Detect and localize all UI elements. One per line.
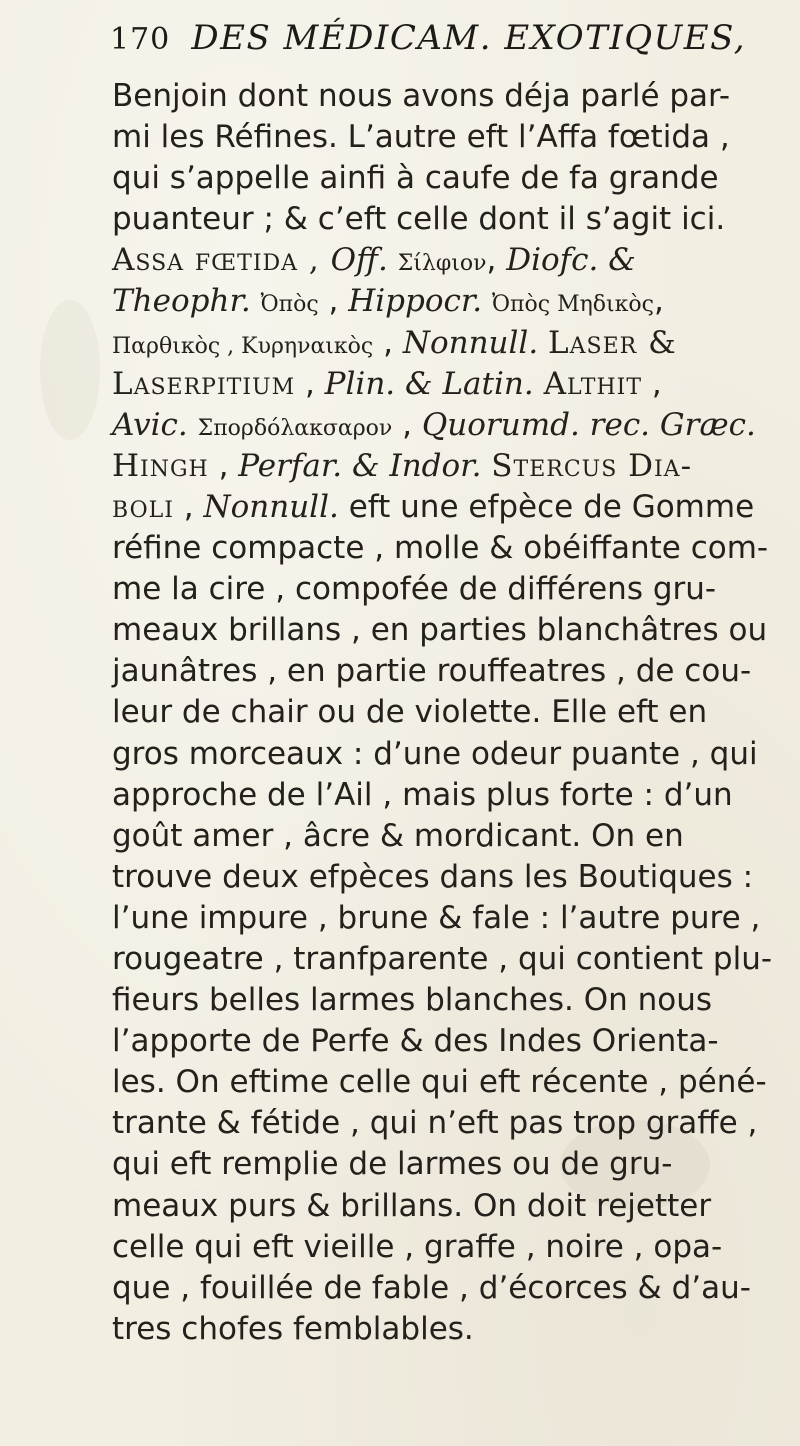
text-run: approche de l’Ail , mais plus forte : d’un: [112, 776, 733, 813]
text-run: trouve deux efpèces dans les Boutiques :: [112, 858, 754, 895]
italic-citation: Quorumd. rec. Græc.: [421, 406, 756, 443]
text-run: qui eft remplie de larmes ou de gru-: [112, 1146, 673, 1183]
text-line: [112, 1103, 792, 1144]
text-line: [112, 775, 792, 816]
text-line: [112, 158, 792, 199]
text-run: l’apporte de Perfe & des Indes Orienta-: [112, 1023, 719, 1060]
text-line: [112, 199, 792, 240]
text-run: ,: [392, 406, 422, 443]
text-run: leur de chair ou de violette. Elle eft en: [112, 694, 708, 731]
text-run: ,: [373, 324, 403, 361]
text-run: goût amer , âcre & mordicant. On en: [112, 817, 684, 854]
text-line: [112, 1186, 792, 1227]
text-run: que , fouillée de fable , d’écorces & d’au-: [112, 1269, 751, 1306]
text-line: [112, 281, 792, 322]
greek-term: Σίλφιον: [397, 251, 487, 277]
text-run: réfine compacte , molle & obéiffante com-: [112, 530, 769, 567]
italic-citation: Nonnull.: [402, 324, 549, 361]
text-run: les. On eftime celle qui eft récente , péné-: [112, 1064, 767, 1101]
page-number: 170: [110, 22, 171, 57]
text-line: [112, 939, 792, 980]
paper-stain: [40, 300, 100, 440]
small-caps-term: Stercus Dia-: [491, 447, 693, 484]
text-run: ,: [653, 283, 664, 320]
small-caps-term: Hingh: [112, 447, 209, 484]
italic-citation: Off.: [330, 242, 398, 279]
italic-citation: Plin. & Latin.: [324, 365, 544, 402]
text-run: puanteur ; & c’eft celle dont il s’agit ici.: [112, 201, 726, 238]
text-line: [112, 76, 792, 117]
text-run: celle qui eft vieille , graffe , noire , opa-: [112, 1228, 723, 1265]
text-line: [112, 323, 792, 364]
text-line: [112, 1062, 792, 1103]
body-text: [112, 76, 792, 1350]
small-caps-term: Althit: [543, 365, 643, 402]
text-run: ,: [295, 365, 325, 402]
italic-citation: Avic.: [112, 406, 198, 443]
text-line: [112, 734, 792, 775]
text-line: [112, 446, 792, 487]
text-run: trante & fétide , qui n’eft pas trop graffe ,: [112, 1105, 758, 1142]
text-line: [112, 528, 792, 569]
italic-citation: Hippocr.: [348, 283, 493, 320]
text-run: meaux brillans , en parties blanchâtres ou: [112, 612, 768, 649]
small-caps-term: Assa fœtida ,: [112, 242, 331, 279]
text-line: [112, 240, 792, 281]
text-run: Benjoin dont nous avons déja parlé par-: [112, 78, 731, 114]
text-run: me la cire , compofée de différens gru-: [112, 571, 717, 608]
italic-citation: Nonnull.: [203, 488, 339, 525]
text-run: meaux purs & brillans. On doit rejetter: [112, 1187, 712, 1224]
text-line: [112, 487, 792, 528]
text-run: gros morceaux : d’une odeur puante , qui: [112, 735, 758, 772]
greek-term: Σπορδόλακσαρον: [197, 415, 393, 441]
text-line: [112, 857, 792, 898]
text-run: l’une impure , brune & fale : l’autre pure ,: [112, 899, 761, 936]
page-header: [110, 18, 790, 72]
text-line: [112, 1021, 792, 1062]
italic-citation: Diofc. &: [506, 242, 636, 279]
text-run: fieurs belles larmes blanches. On nous: [112, 982, 713, 1019]
text-run: ,: [208, 447, 239, 484]
text-line: [112, 651, 792, 692]
text-line: [112, 692, 792, 733]
small-caps-term: Laser &: [548, 324, 677, 361]
greek-term: Παρθικὸς , Κυρηναικὸς: [112, 333, 374, 359]
text-line: [112, 1227, 792, 1268]
text-line: [112, 980, 792, 1021]
text-run: eft une efpèce de Gomme: [338, 488, 755, 525]
text-run: ,: [173, 488, 204, 525]
italic-citation: Theophr.: [112, 283, 261, 320]
text-line: [112, 405, 792, 446]
text-line: [112, 610, 792, 651]
running-title: DES MÉDICAM. EXOTIQUES,: [191, 18, 747, 58]
text-run: tres chofes femblables.: [112, 1310, 474, 1347]
text-run: mi les Réfines. L’autre eft l’Affa fœtida ,: [112, 119, 730, 156]
text-line: [112, 364, 792, 405]
italic-citation: Perfar. & Indor.: [238, 447, 492, 484]
text-line: [112, 569, 792, 610]
text-run: ,: [318, 283, 349, 320]
greek-term: Ὀπὸς Μηδικὸς: [492, 292, 654, 318]
text-line: [112, 816, 792, 857]
text-run: rougeatre , tranfparente , qui contient plu-: [112, 940, 773, 977]
text-line: [112, 117, 792, 158]
text-line: [112, 1144, 792, 1185]
small-caps-term: boli: [112, 488, 174, 525]
text-run: ,: [486, 242, 507, 279]
text-line: [112, 1309, 792, 1350]
small-caps-term: Laserpitium: [112, 365, 296, 402]
text-line: [112, 1268, 792, 1309]
text-run: jaunâtres , en partie rouffeatres , de cou-: [112, 653, 752, 690]
text-line: [112, 898, 792, 939]
greek-term: Ὀπὸς: [260, 292, 319, 318]
text-run: qui s’appelle ainfi à caufe de fa grande: [112, 160, 719, 197]
text-run: ,: [642, 365, 662, 402]
